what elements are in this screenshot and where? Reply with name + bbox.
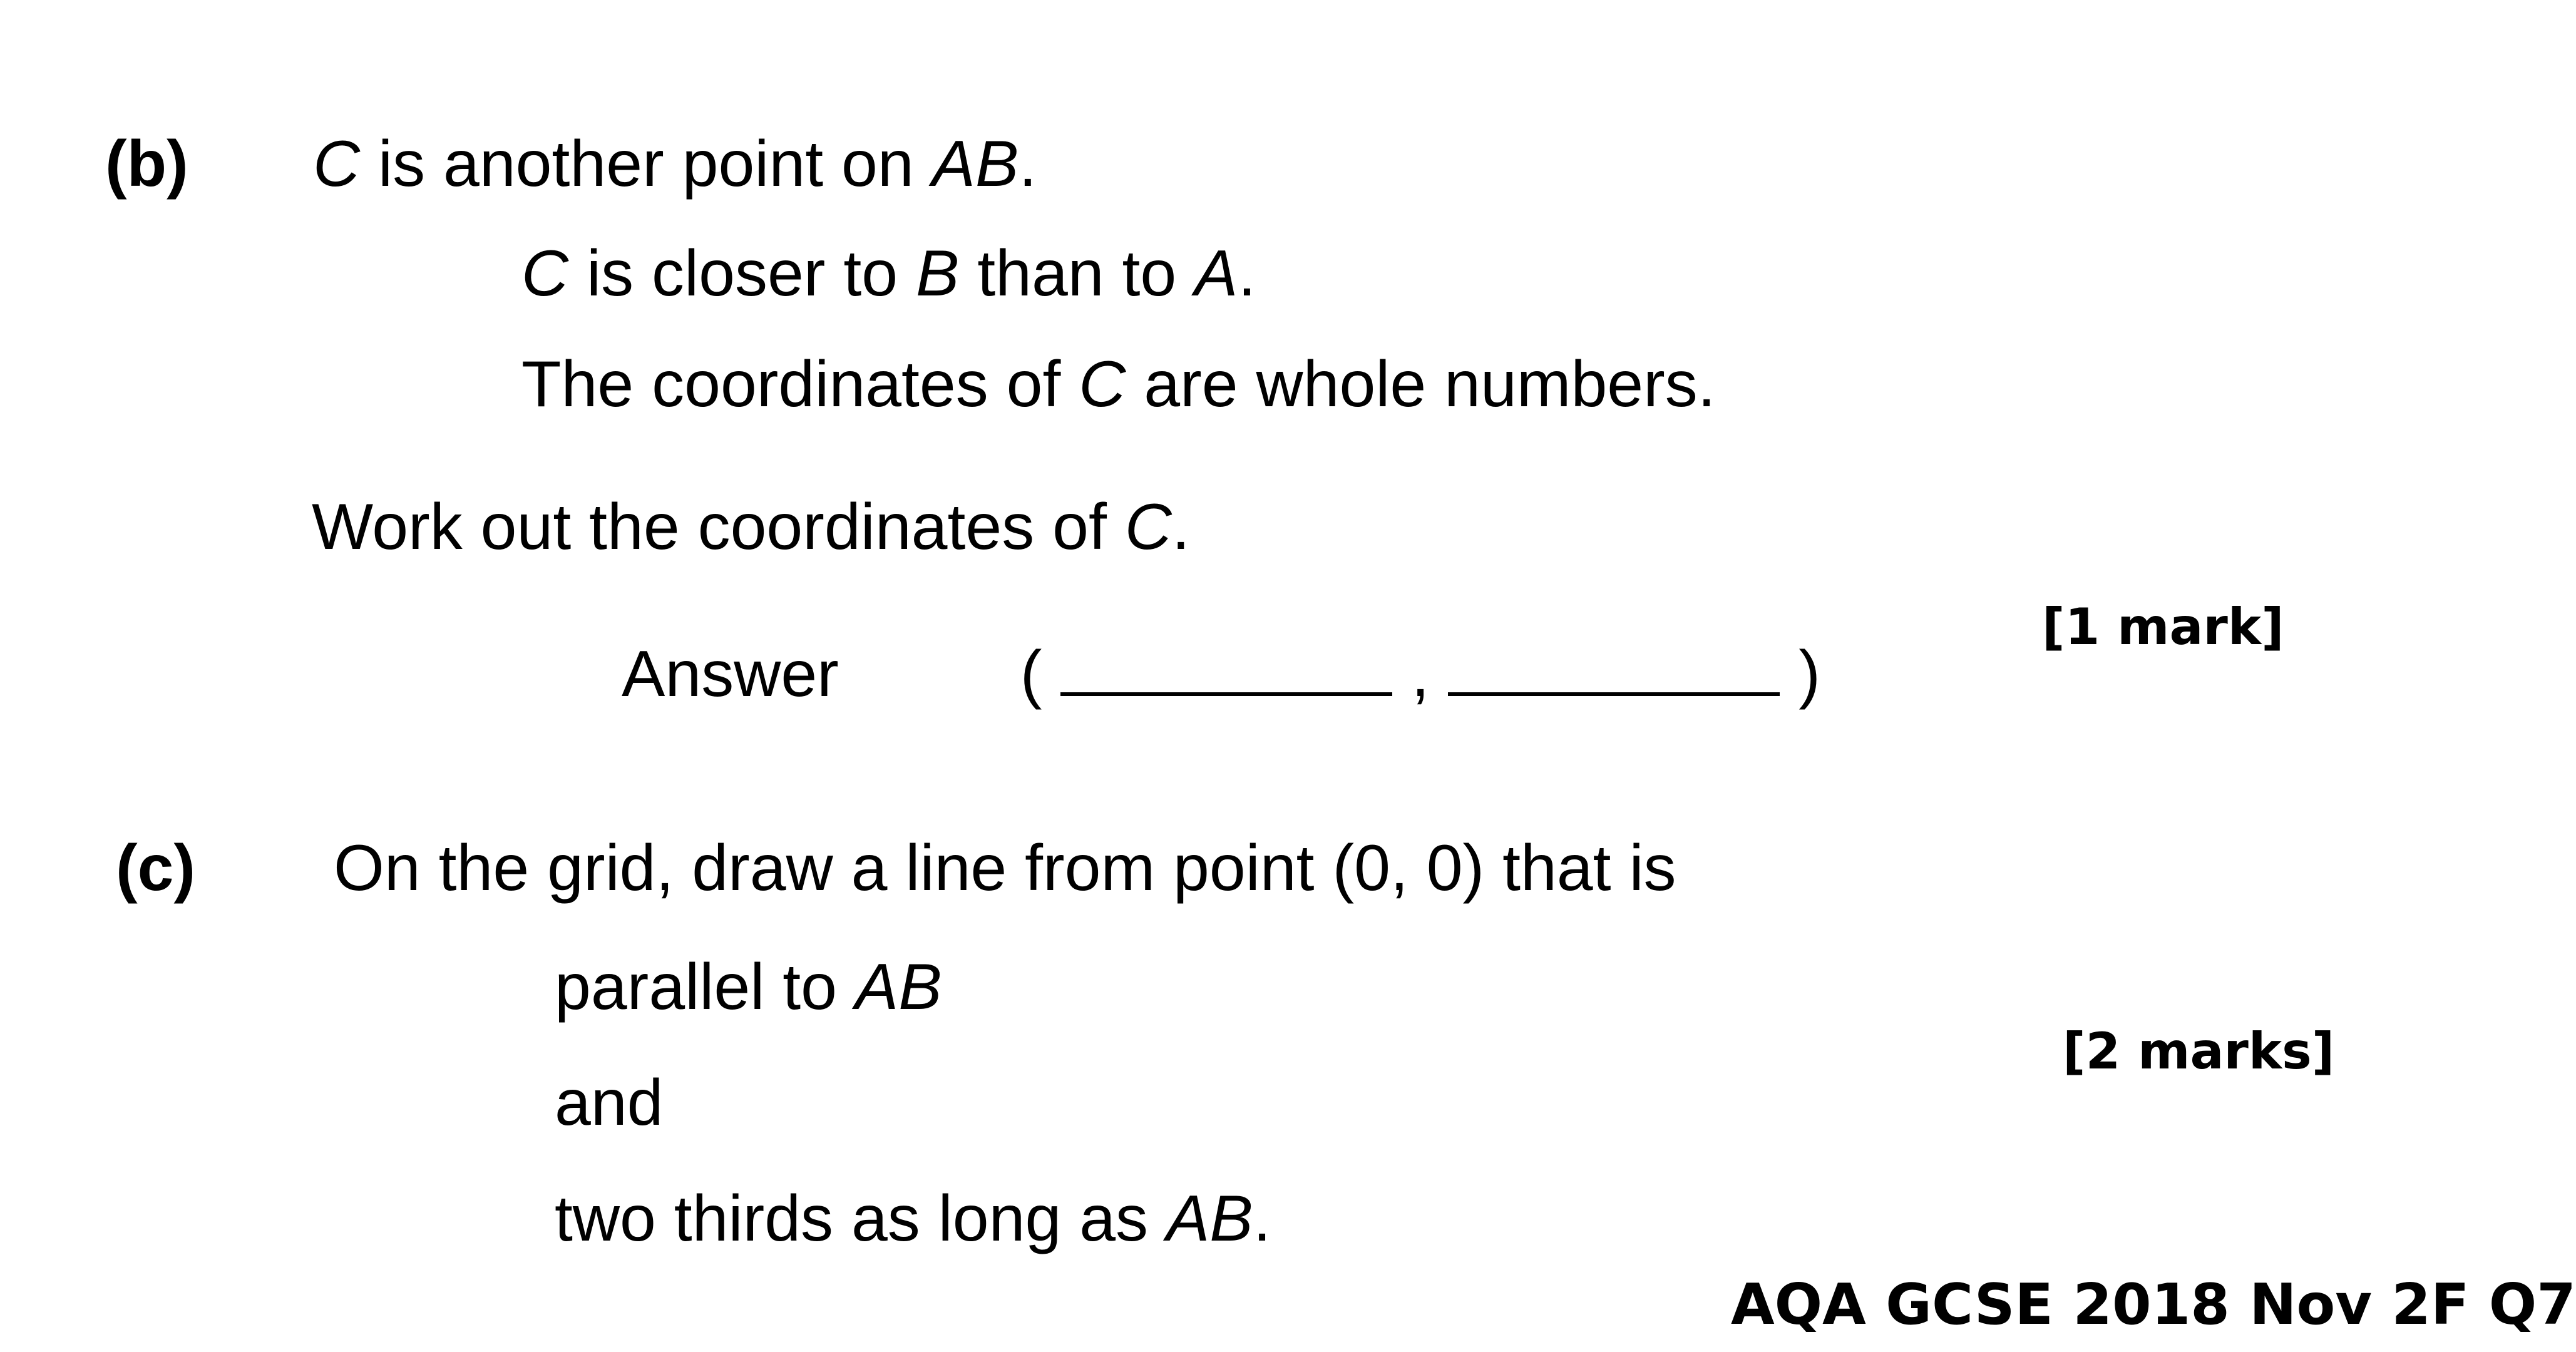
answer-open-paren: ( — [1020, 638, 1042, 710]
answer-x-field[interactable] — [1060, 655, 1392, 696]
part-c-statement-4: two thirds as long as AB. — [555, 1182, 1271, 1255]
part-c-statement-3: and — [555, 1067, 664, 1139]
answer-close-paren: ) — [1799, 638, 1820, 710]
part-b-statement-3: The coordinates of C are whole numbers. — [521, 348, 1716, 421]
part-c-label: (c) — [116, 832, 196, 904]
part-c-marks: [2 marks] — [2063, 1022, 2335, 1080]
source-citation: AQA GCSE 2018 Nov 2F Q7 — [1731, 1272, 2576, 1338]
point-c-var: C — [313, 128, 361, 200]
part-b-instruction: Work out the coordinates of C. — [312, 491, 1190, 563]
part-b-statement-2: C is closer to B than to A. — [521, 237, 1256, 310]
part-b-statement-1: C is another point on AB. — [313, 128, 1037, 200]
part-c-statement-1: On the grid, draw a line from point (0, 0) that is — [334, 832, 1676, 904]
answer-separator: , — [1411, 638, 1430, 710]
part-b-label: (b) — [105, 128, 188, 200]
answer-row — [622, 638, 1820, 710]
part-b-marks: [1 mark] — [2042, 598, 2284, 656]
answer-y-field[interactable] — [1448, 655, 1780, 696]
part-c-statement-2: parallel to AB — [555, 951, 942, 1023]
answer-label: Answer — [622, 638, 839, 710]
